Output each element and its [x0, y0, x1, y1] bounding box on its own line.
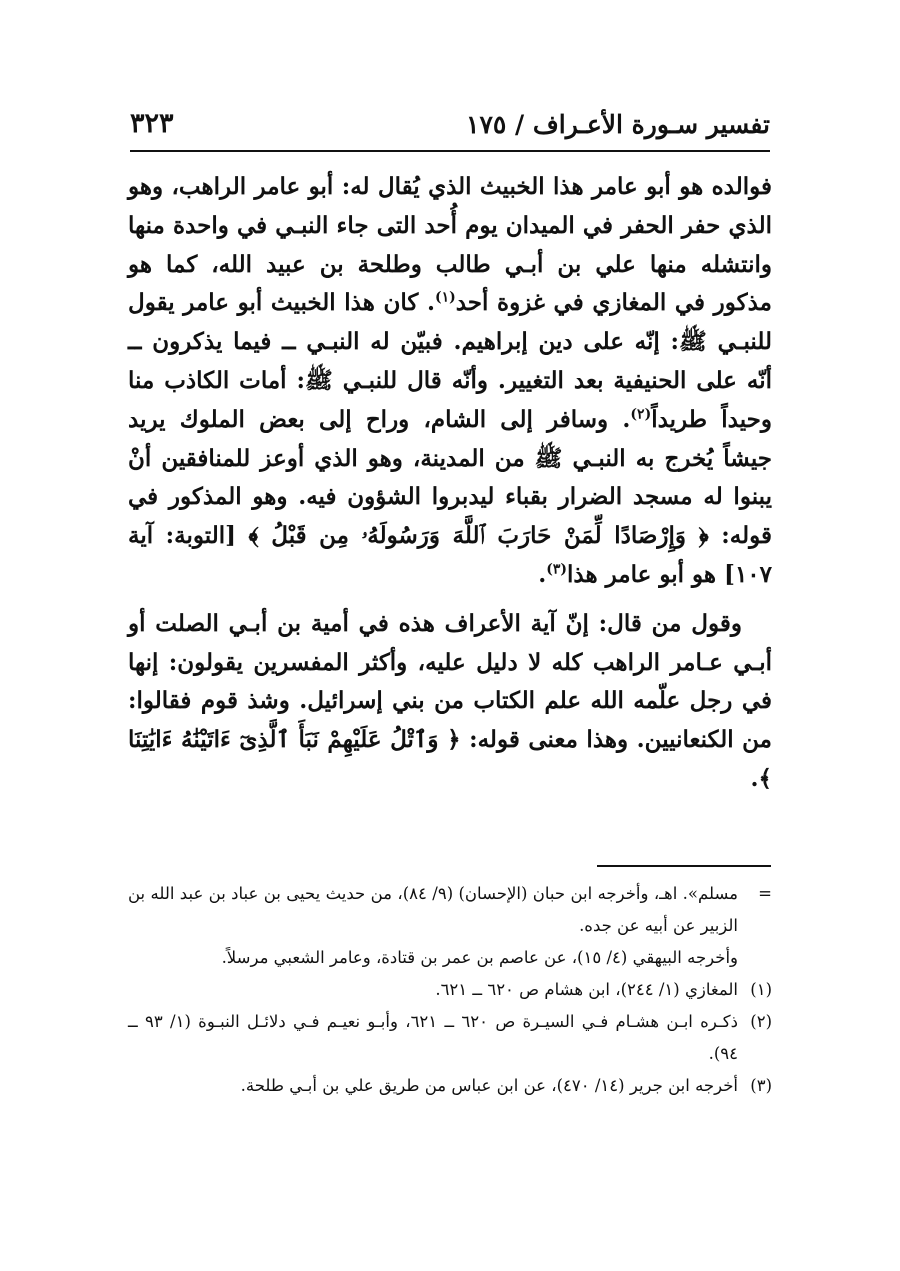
- footnote-marker: =: [758, 884, 772, 903]
- footnote-text: أخرجه ابن جرير (١٤/ ٤٧٠)، عن ابن عباس من طريق علي بن أبـي طلحة.: [240, 1076, 738, 1095]
- running-title: تفسير سـورة الأعـراف / ١٧٥: [466, 110, 770, 139]
- footnote-ref-3[interactable]: (٣): [546, 561, 567, 578]
- footnote-3: [128, 1070, 772, 1102]
- para1-text-1: فوالده هو أبو عامر هذا الخبيث الذي يُقال له: أبو عامر الراهب، وهو الذي حفر الحفر في الميدان يوم أُحد التى جاء النبـي في واحدة منها وانتشله منها علي بن أبـي طالب وطلحة بن عبيد الله، كما هو مذكور في المغازي في غزوة أحد: [128, 173, 772, 317]
- paragraph-1: [128, 168, 772, 595]
- footnote-separator: [597, 865, 771, 867]
- footnote-continuation-2: [128, 942, 772, 974]
- footnote-2: [128, 1006, 772, 1070]
- footnote-marker: (٣): [750, 1076, 772, 1095]
- main-text: [128, 168, 772, 799]
- footnote-text: المغازي (١/ ٢٤٤)، ابن هشام ص ٦٢٠ ــ ٦٢١.: [435, 980, 738, 999]
- paragraph-2: [128, 605, 772, 799]
- quran-verse-2: ﴿ وَٱتْلُ عَلَيْهِمْ نَبَأَ ٱلَّذِىٓ ءَاتَيْنَٰهُ ءَايَٰتِنَا ﴾: [128, 726, 772, 792]
- para1-text-2: . كان هذا الخبيث أبو عامر يقول للنبـي ﷺ: إنّه على دين إبراهيم. فبيّن له النبـي ــ فيما يذكرون ــ أنّه على الحنيفية بعد التغيير. وأنّه قال للنبـي ﷺ: أمات الكاذب منا وحيداً طريداً: [128, 289, 772, 433]
- para1-text-5: .: [538, 560, 547, 588]
- footnotes: [128, 878, 772, 1102]
- footnote-text: مسلم». اهـ، وأخرجه ابن حبان (الإحسان) (٩/ ٨٤)، من حديث يحيى بن عباد بن عبد الله بن الزبير عن أبيه عن جده.: [128, 884, 738, 935]
- footnote-text: ذكـره ابـن هشـام فـي السيـرة ص ٦٢٠ ــ ٦٢١، وأبـو نعيـم فـي دلائـل النبـوة (١/ ٩٣ ــ ٩٤).: [128, 1012, 738, 1063]
- quran-verse-1: ﴿ وَإِرْصَادًا لِّمَنْ حَارَبَ ٱللَّهَ وَرَسُولَهُۥ مِن قَبْلُ ﴾: [248, 522, 709, 550]
- para1-text-3: . وسافر إلى الشام، وراح إلى بعض الملوك يريد جيشاً يُخرج به النبـي ﷺ من المدينة، وهو الذي أوعز للمنافقين أنْ يبنوا له مسجد الضرار بقباء ليدبروا الشؤون فيه. وهو المذكور في قوله:: [128, 405, 772, 550]
- para2-text-1: وقول من قال: إنّ آية الأعراف هذه في أمية بن أبـي الصلت أو أبـي عـامر الراهب كله لا دليل عليه، وأكثر المفسرين يقولون: إنها في رجل علّمه الله علم الكتاب من بني إسرائيل. وشذ قوم فقالوا: من الكنعانيين. وهذا معنى قوله:: [128, 609, 772, 754]
- para1-text-4: [التوبة: آية ١٠٧] هو أبو عامر هذا: [128, 522, 772, 588]
- footnote-text: وأخرجه البيهقي (٤/ ١٥)، عن عاصم بن عمر بن قتادة، وعامر الشعبي مرسلاً.: [221, 948, 738, 967]
- header-rule: [130, 150, 770, 152]
- footnote-marker: (٢): [750, 1012, 772, 1031]
- footnote-continuation: [128, 878, 772, 942]
- page-header: [130, 104, 770, 150]
- footnote-1: [128, 974, 772, 1006]
- footnote-ref-2[interactable]: (٢): [630, 406, 652, 423]
- footnote-marker: (١): [750, 980, 772, 999]
- para2-text-2: .: [750, 764, 759, 792]
- footnote-ref-1[interactable]: (١): [434, 289, 456, 306]
- page-number: ٣٢٣: [130, 108, 174, 139]
